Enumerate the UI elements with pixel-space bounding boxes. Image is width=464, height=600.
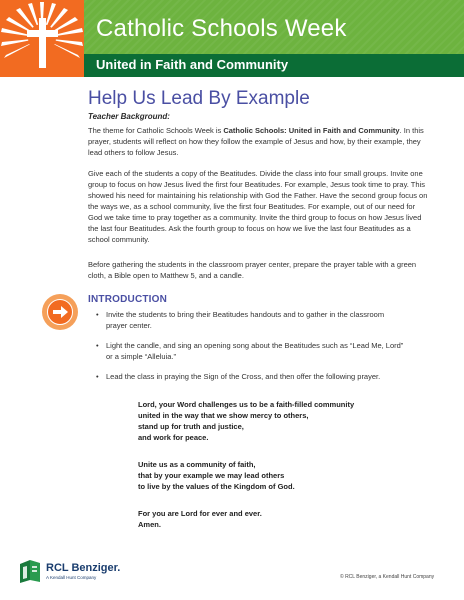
list-item: • Invite the students to bring their Beatitudes handouts and to gather in the classroom prayer center. <box>96 309 406 331</box>
prayer-line: For you are Lord for ever and ever. <box>138 509 262 518</box>
list-item: • Light the candle, and sing an opening song about the Beatitudes such as “Lead Me, Lord” or a simple “Alleluia.” <box>96 340 406 362</box>
prayer-table-paragraph: Before gathering the students in the classroom prayer center, prepare the prayer table with a green cloth, a Bible open to Matthew 5, and a candle. <box>88 260 417 280</box>
prayer-line: Lord, your Word challenges us to be a faith-filled community <box>138 400 355 409</box>
page-title: Help Us Lead By Example <box>88 88 310 109</box>
theme-text-lead: The theme for Catholic Schools Week is <box>88 126 224 135</box>
teacher-background-label: Teacher Background: <box>88 112 170 121</box>
footer-brand-sub: A Kendall Hunt Company <box>46 575 97 580</box>
theme-text-rest: . In this prayer, students will reflect on how they follow the example of Jesus and how, by their example, they lead others to follow Jesus. <box>88 126 424 157</box>
theme-name: Catholic Schools: United in Faith and Community <box>223 126 400 135</box>
sunburst-cross-icon <box>0 0 84 77</box>
prayer-stanza-2 <box>138 459 418 492</box>
prayer-line: to live by the values of the Kingdom of God. <box>138 482 295 491</box>
prayer-line: Amen. <box>138 520 161 529</box>
prayer-line: and work for peace. <box>138 433 209 442</box>
prayer-line: that by your example we may lead others <box>138 471 285 480</box>
theme-paragraph <box>88 125 428 158</box>
footer-brand: RCL Benziger. <box>46 562 121 574</box>
introduction-heading: INTRODUCTION <box>88 294 168 305</box>
header-subtitle: United in Faith and Community <box>96 57 289 72</box>
arrow-right-circle-icon <box>42 294 78 330</box>
rcl-book-logo-icon <box>18 558 42 589</box>
prayer-line: Unite us as a community of faith, <box>138 460 256 469</box>
prayer-stanza-3 <box>138 508 418 530</box>
footer-copyright: © RCL Benziger, a Kendall Hunt Company <box>340 574 435 580</box>
header-title: Catholic Schools Week <box>96 15 347 42</box>
list-item: • Lead the class in praying the Sign of the Cross, and then offer the following prayer. <box>96 371 406 382</box>
introduction-list <box>96 309 406 382</box>
prayer-line: stand up for truth and justice, <box>138 422 244 431</box>
prayer-stanza-1 <box>138 399 418 443</box>
beatitudes-paragraph: Give each of the students a copy of the Beatitudes. Divide the class into four small groups. Invite one group to focus on how Jesus lived the first four Beatitudes. For example, Jesus took time to pray. This showed his need for maintaining his relationship with God the Father. Have the second group focus on the ways we, as a school community, live the first four Beatitudes. For example, out of our need for God we take time to pray together as a community. Invite the third group to focus on how Jesus lived the last four Beatitudes. Ask the fourth group to focus on how we live the last four Beatitudes as a school community. <box>88 169 428 244</box>
prayer-line: united in the way that we show mercy to others, <box>138 411 309 420</box>
